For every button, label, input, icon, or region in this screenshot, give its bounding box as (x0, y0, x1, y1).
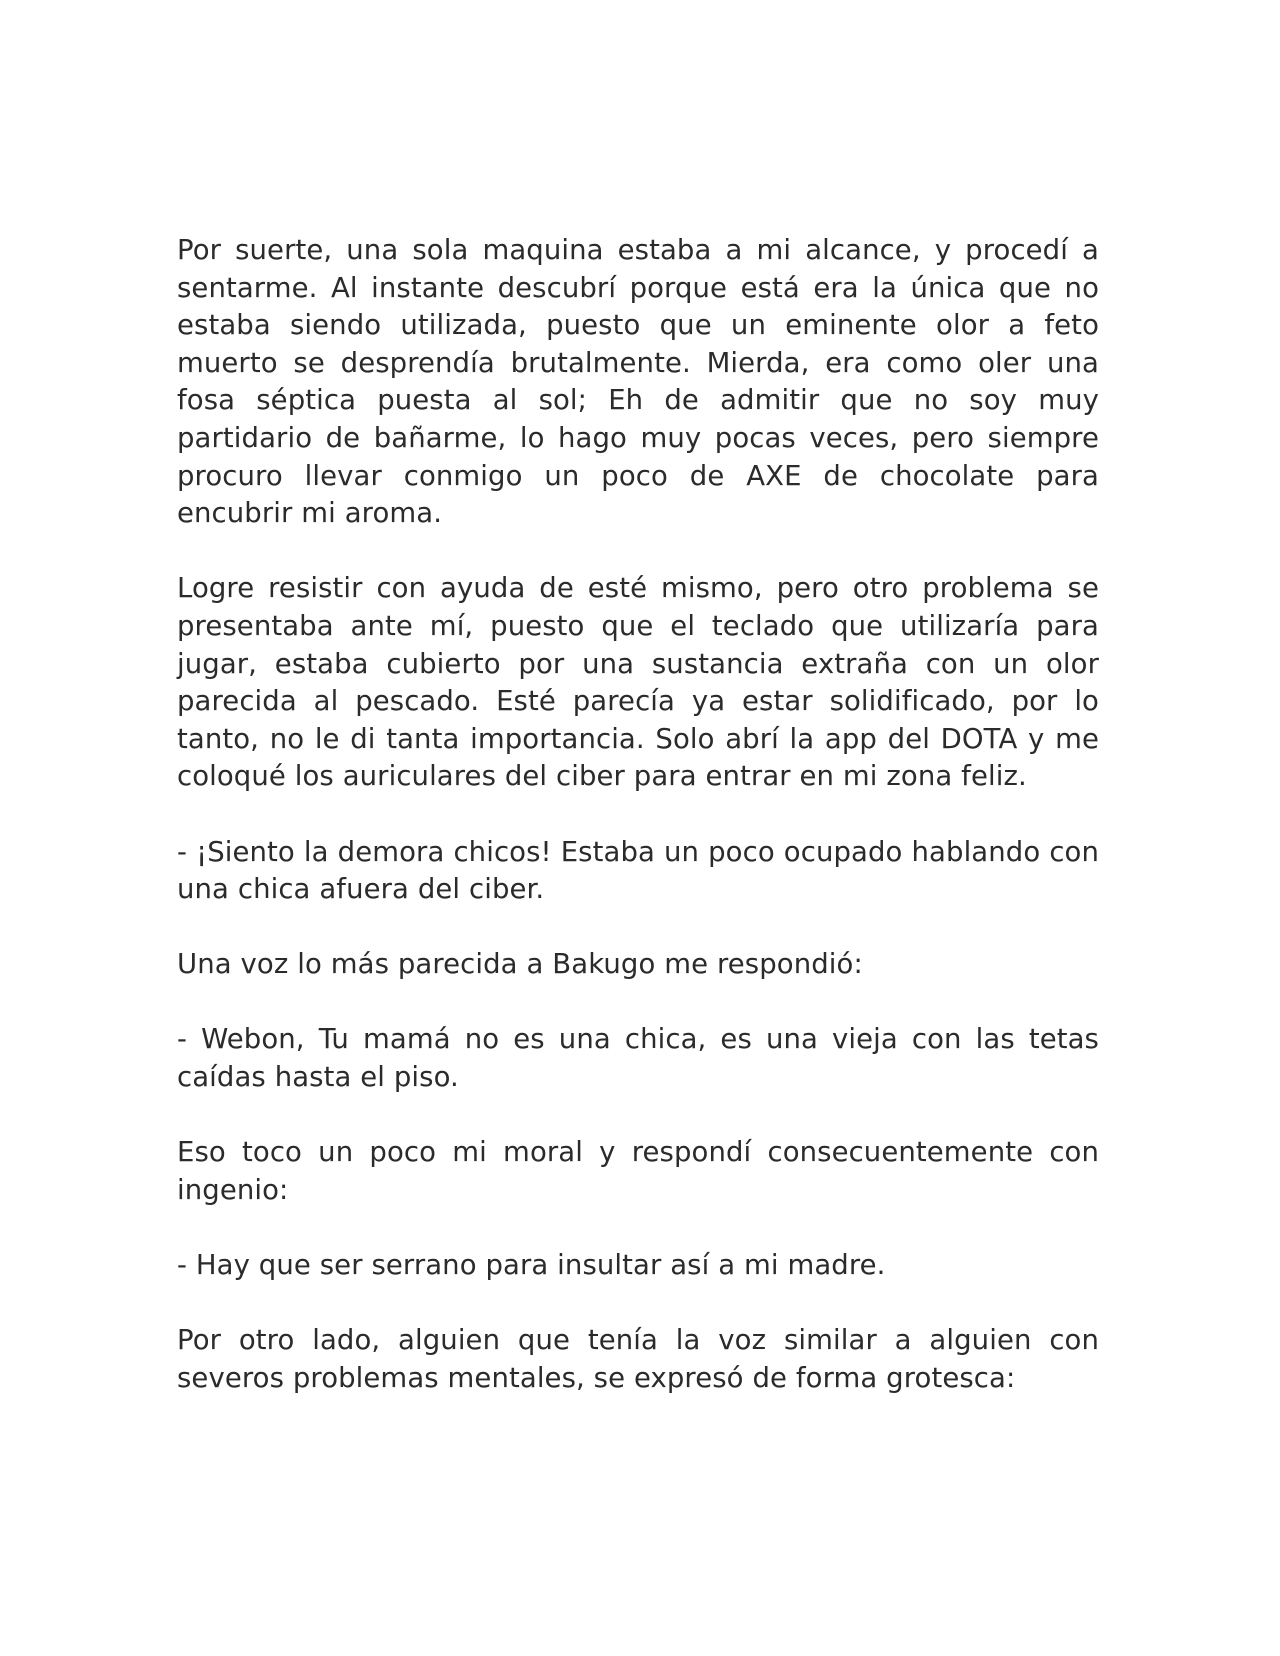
dialogue-line: - Webon, Tu mamá no es una chica, es una vieja con las tetas caídas hasta el piso. (177, 1023, 1099, 1094)
paragraph: Una voz lo más parecida a Bakugo me respondió: (177, 948, 863, 981)
dialogue-line: - Hay que ser serrano para insultar así a mi madre. (177, 1249, 886, 1282)
paragraph: Eso toco un poco mi moral y respondí consecuentemente con ingenio: (177, 1136, 1099, 1206)
paragraph: Por suerte, una sola maquina estaba a mi alcance, y procedí a sentarme. Al instante descubrí porque está era la única que no estaba siendo utilizada, puesto que un eminente olor a feto muerto se desprendía brutalmente. Mierda, era como oler una fosa séptica puesta al sol; Eh de admitir que no soy muy partidario de bañarme, lo hago muy pocas veces, pero siempre procuro llevar conmigo un poco de AXE de chocolate para encubrir mi aroma. (177, 234, 1099, 530)
document-body (177, 232, 1099, 1397)
dialogue-line: - ¡Siento la demora chicos! Estaba un poco ocupado hablando con una chica afuera del ciber. (177, 835, 1099, 906)
paragraph: Logre resistir con ayuda de esté mismo, pero otro problema se presentaba ante mí, puesto que el teclado que utilizaría para jugar, estaba cubierto por una sustancia extraña con un olor parecida al pescado. Esté parecía ya estar solidificado, por lo tanto, no le di tanta importancia. Solo abrí la app del DOTA y me coloqué los auriculares del ciber para entrar en mi zona feliz. (177, 572, 1099, 793)
paragraph: Por otro lado, alguien que tenía la voz similar a alguien con severos problemas mentales, se expresó de forma grotesca: (177, 1324, 1099, 1394)
